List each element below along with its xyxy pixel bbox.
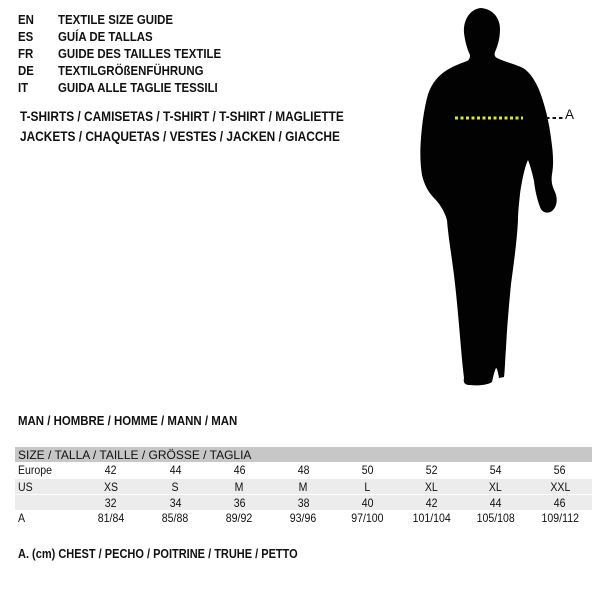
table-cell: 54 [489,463,502,477]
language-row-en [18,11,243,28]
language-code: FR [18,46,34,61]
table-row-us [15,478,592,494]
language-title: GUÍA DE TALLAS [58,29,153,44]
chest-footnote: A. (cm) CHEST / PECHO / POITRINE / TRUHE / PETTO [18,547,298,561]
table-cell: 109/112 [541,511,579,525]
row-label: A [18,511,26,525]
table-cell: XXL [549,479,570,494]
man-silhouette-figure [405,5,590,390]
table-cell: 52 [425,463,438,477]
measure-label-a: A [565,107,575,122]
row-label: Europe [18,463,53,477]
table-cell: L [364,479,371,494]
table-row-uk [15,494,592,510]
man-silhouette [420,8,556,385]
garment-line-jackets: JACKETS / CHAQUETAS / VESTES / JACKEN / GIACCHE [20,128,340,144]
table-cell: 89/92 [226,511,253,525]
table-row-chest-a [15,510,592,526]
table-cell: 42 [425,495,438,510]
table-cell: 48 [297,463,310,477]
language-title: TEXTILGRÖßENFÜHRUNG [58,63,204,78]
table-cell: 81/84 [97,511,125,525]
size-table-header-label: SIZE / TALLA / TAILLE / GRÖSSE / TAGLIA [18,447,252,462]
language-row-it [18,79,243,96]
table-cell: 44 [169,463,182,477]
size-table-header [15,447,592,462]
language-title: TEXTILE SIZE GUIDE [58,12,174,27]
garment-line-tshirts: T-SHIRTS / CAMISETAS / T-SHIRT / T-SHIRT / MAGLIETTE [20,108,344,124]
table-cell: M [234,479,244,494]
table-cell: 56 [554,463,566,477]
language-code: EN [18,12,34,27]
table-cell: 85/88 [161,511,189,525]
table-cell: 36 [233,495,246,510]
section-title-man: MAN / HOMBRE / HOMME / MANN / MAN [18,413,238,428]
table-cell: XL [489,479,503,494]
table-cell: S [171,479,179,494]
garment-categories [20,106,388,146]
table-cell: 42 [105,463,117,477]
table-cell: 46 [554,495,566,510]
table-cell: 97/100 [351,511,384,525]
table-cell: 40 [361,495,374,510]
language-row-fr [18,45,243,62]
table-cell: 46 [233,463,246,477]
language-row-de [18,62,243,79]
language-code: IT [18,80,29,95]
table-cell: 101/104 [412,511,451,525]
table-cell: 38 [297,495,310,510]
table-cell: 34 [169,495,182,510]
table-row-europe [15,462,592,478]
row-label: US [18,479,33,494]
language-row-es [18,28,243,45]
table-cell: 105/108 [476,511,515,525]
table-cell: 93/96 [290,511,317,525]
language-title: GUIDA ALLE TAGLIE TESSILI [58,80,218,95]
table-cell: 44 [489,495,502,510]
language-title: GUIDE DES TAILLES TEXTILE [58,46,222,61]
table-cell: 50 [361,463,374,477]
language-code: DE [18,63,34,78]
language-code: ES [18,29,34,44]
table-cell: XS [104,479,119,494]
table-cell: XL [425,479,439,494]
size-table [15,447,592,526]
table-cell: M [299,479,308,494]
language-legend [18,11,243,96]
table-cell: 32 [105,495,117,510]
